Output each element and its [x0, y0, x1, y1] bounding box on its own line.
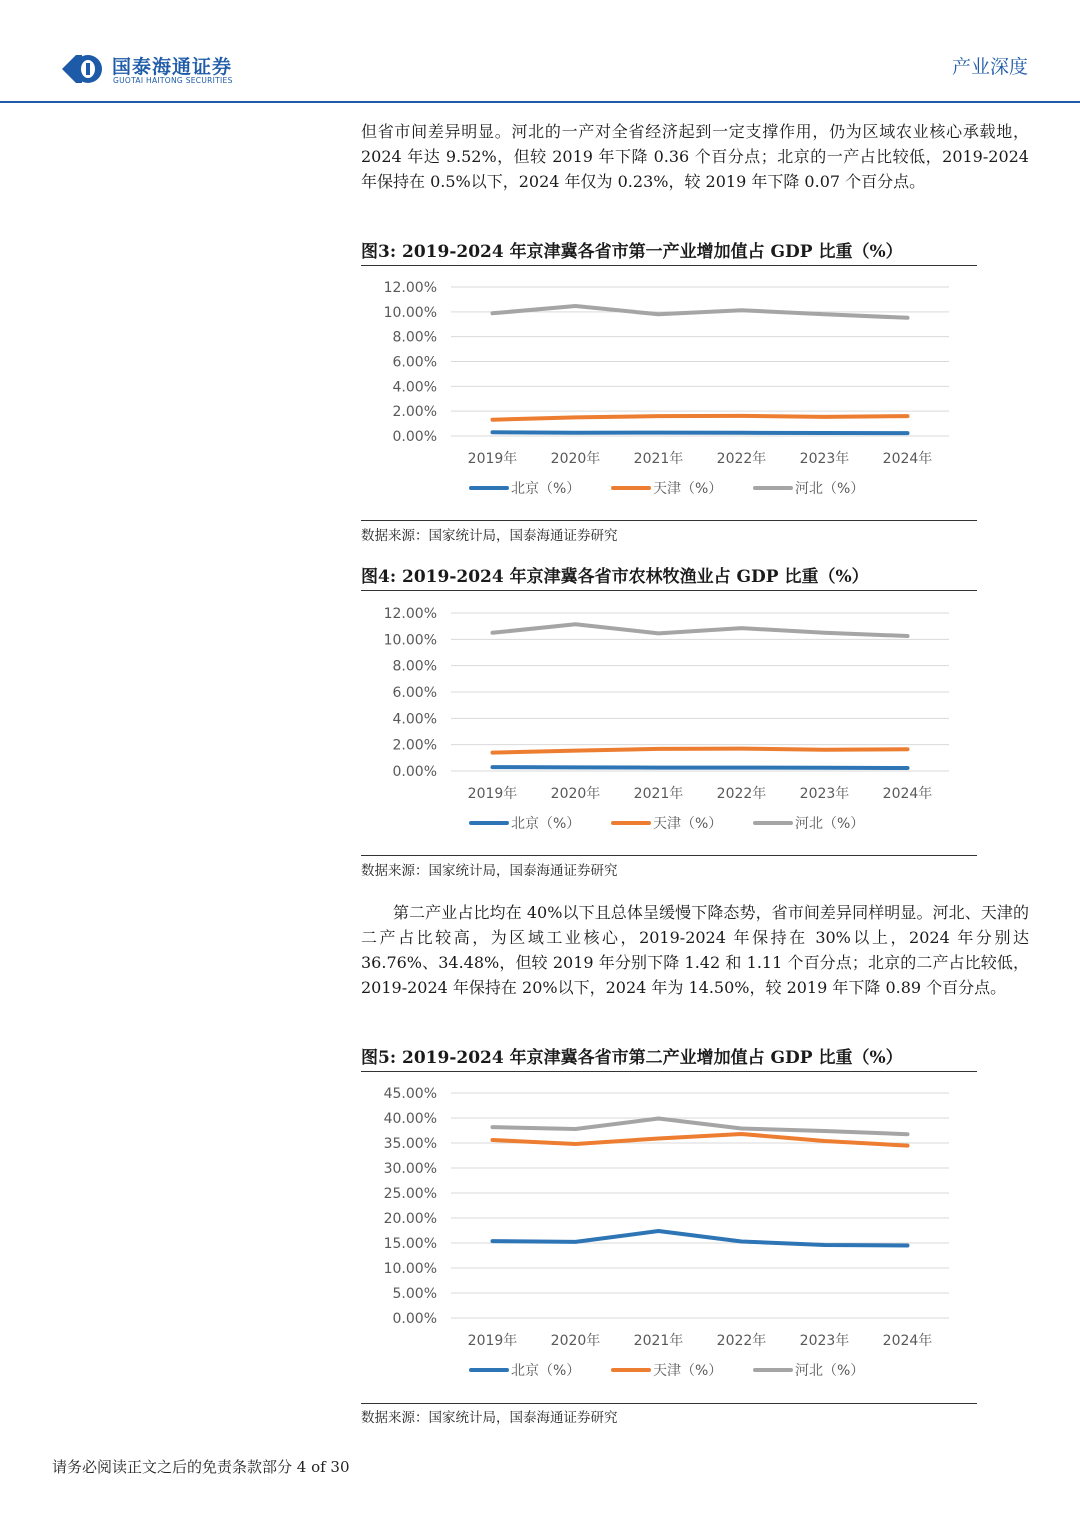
x-tick-label: 2022年	[716, 1333, 767, 1349]
x-tick-label: 2019年	[467, 786, 518, 802]
y-tick-label: 8.00%	[392, 658, 437, 675]
figure-4-top-rule	[361, 590, 977, 591]
x-tick-label: 2024年	[882, 786, 933, 802]
y-tick-label: 40.00%	[383, 1111, 437, 1127]
x-tick-label: 2022年	[716, 786, 767, 802]
y-tick-label: 4.00%	[392, 379, 437, 396]
report-type-label: 产业深度	[951, 56, 1028, 78]
figure-5-top-rule	[361, 1071, 977, 1072]
series-line-1	[493, 1134, 908, 1146]
x-tick-label: 2021年	[633, 1333, 684, 1349]
series-line-0	[493, 767, 908, 768]
legend-label-0: 北京（%）	[511, 816, 581, 832]
y-tick-label: 0.00%	[392, 429, 437, 445]
figure-4-source: 数据来源：国家统计局，国泰海通证券研究	[361, 863, 618, 879]
legend-label-0: 北京（%）	[511, 1363, 581, 1379]
page-header	[0, 0, 1080, 104]
y-tick-label: 12.00%	[383, 606, 437, 622]
figure-3-chart	[361, 270, 977, 515]
figure-3-source: 数据来源：国家统计局，国泰海通证券研究	[361, 528, 618, 544]
legend-label-1: 天津（%）	[653, 481, 723, 497]
brand-name-en: GUOTAI HAITONG SECURITIES	[113, 76, 233, 85]
x-tick-label: 2024年	[882, 1333, 933, 1349]
x-tick-label: 2024年	[882, 451, 933, 467]
y-tick-label: 10.00%	[383, 1261, 437, 1277]
x-tick-label: 2021年	[633, 451, 684, 467]
x-tick-label: 2020年	[550, 451, 601, 467]
y-tick-label: 8.00%	[392, 329, 437, 346]
y-tick-label: 10.00%	[383, 632, 437, 649]
y-tick-label: 12.00%	[383, 280, 437, 296]
y-tick-label: 20.00%	[383, 1211, 437, 1227]
y-tick-label: 10.00%	[383, 304, 437, 321]
y-tick-label: 2.00%	[392, 404, 437, 421]
y-tick-label: 45.00%	[383, 1086, 437, 1102]
figure-3-top-rule	[361, 265, 977, 266]
figure-5-chart	[361, 1076, 977, 1398]
series-line-2	[493, 1119, 908, 1135]
legend-label-1: 天津（%）	[653, 816, 723, 832]
y-tick-label: 35.00%	[383, 1136, 437, 1152]
brand-name-cn: 国泰海通证券	[112, 56, 233, 78]
y-tick-label: 30.00%	[383, 1161, 437, 1177]
figure-3-title: 图3: 2019-2024 年京津冀各省市第一产业增加值占 GDP 比重（%）	[361, 242, 903, 262]
figure-5-source: 数据来源：国家统计局，国泰海通证券研究	[361, 1410, 618, 1426]
figure-4-chart	[361, 595, 977, 850]
y-tick-label: 6.00%	[392, 685, 437, 701]
x-tick-label: 2020年	[550, 1333, 601, 1349]
series-line-2	[493, 624, 908, 636]
x-tick-label: 2020年	[550, 786, 601, 802]
legend-label-2: 河北（%）	[795, 816, 865, 832]
y-tick-label: 4.00%	[392, 711, 437, 728]
legend-label-2: 河北（%）	[795, 481, 865, 497]
y-tick-label: 25.00%	[383, 1186, 437, 1202]
y-tick-label: 6.00%	[392, 354, 437, 371]
x-tick-label: 2023年	[799, 1333, 850, 1349]
y-tick-label: 15.00%	[383, 1236, 437, 1252]
legend-label-2: 河北（%）	[795, 1363, 865, 1379]
footer-disclaimer: 请务必阅读正文之后的免责条款部分 4 of 30	[52, 1458, 350, 1476]
series-line-1	[493, 416, 908, 420]
x-tick-label: 2021年	[633, 786, 684, 802]
guotai-haitong-logo-icon	[60, 52, 104, 86]
y-tick-label: 5.00%	[392, 1286, 437, 1302]
x-tick-label: 2023年	[799, 451, 850, 467]
series-line-0	[493, 432, 908, 433]
x-tick-label: 2019年	[467, 451, 518, 467]
figure-4-bottom-rule	[361, 855, 977, 856]
figure-5-title: 图5: 2019-2024 年京津冀各省市第二产业增加值占 GDP 比重（%）	[361, 1048, 903, 1068]
x-tick-label: 2023年	[799, 786, 850, 802]
header-divider	[0, 101, 1080, 103]
figure-4-title: 图4: 2019-2024 年京津冀各省市农林牧渔业占 GDP 比重（%）	[361, 567, 869, 587]
body-paragraph-2: 第二产业占比均在 40%以下且总体呈缓慢下降态势，省市间差异同样明显。河北、天津的二产占比较高，为区域工业核心，2019-2024 年保持在 30%以上，2024 年分别达 36.76%、34.48%，但较 2019 年分别下降 1.42 和 1.11 个百分点；北京的二产占比较低，2019-2024 年保持在 20%以下，2024 年为 14.50%，较 2019 年下降 0.89 个百分点。	[361, 903, 1029, 997]
body-paragraph-1: 但省市间差异明显。河北的一产对全省经济起到一定支撑作用，仍为区域农业核心承载地，2024 年达 9.52%，但较 2019 年下降 0.36 个百分点；北京的一产占比较低，2019-2024 年保持在 0.5%以下，2024 年仅为 0.23%，较 2019 年下降 0.07 个百分点。	[361, 122, 1029, 191]
y-tick-label: 0.00%	[392, 764, 437, 780]
figure-3-bottom-rule	[361, 520, 977, 521]
legend-label-0: 北京（%）	[511, 481, 581, 497]
y-tick-label: 0.00%	[392, 1311, 437, 1327]
x-tick-label: 2022年	[716, 451, 767, 467]
figure-5-bottom-rule	[361, 1403, 977, 1404]
x-tick-label: 2019年	[467, 1333, 518, 1349]
legend-label-1: 天津（%）	[653, 1363, 723, 1379]
y-tick-label: 2.00%	[392, 737, 437, 754]
series-line-1	[493, 749, 908, 753]
